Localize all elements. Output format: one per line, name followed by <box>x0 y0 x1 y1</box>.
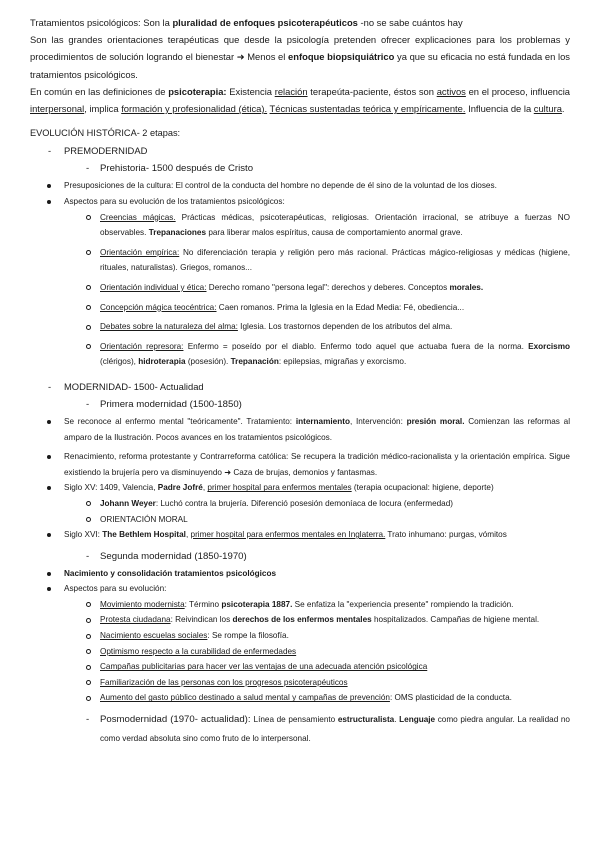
sub-list-item <box>30 659 570 675</box>
text: en el proceso, influencia <box>465 85 570 97</box>
text: ya que su eficacia no está fundada en los tratamientos psicológicos. <box>30 51 570 80</box>
text: (terapia ocupacional: higiene, deporte) <box>351 483 494 493</box>
text: Línea de pensamiento <box>253 715 338 725</box>
sub-list-item <box>30 644 570 660</box>
underlined-text: formación y profesionalidad (ética). <box>121 103 268 115</box>
underlined-text: cultura <box>533 103 562 115</box>
text: Posmodernidad (1970- actualidad): <box>100 714 254 726</box>
bold-text: enfoque biopsiquiátrico <box>288 51 395 63</box>
bold-text: presión moral. <box>406 416 465 426</box>
evolucion-heading: EVOLUCIÓN HISTÓRICA- 2 etapas: <box>30 128 181 139</box>
underlined-text: Nacimiento escuelas sociales <box>100 631 208 641</box>
text: Comienzan las reformas al amparo de la Ilustración. Pocos avances en los tratamientos psicológicos. <box>64 416 571 442</box>
sub-list-item <box>30 597 570 613</box>
underlined-text: Campañas publicitarias para hacer ver las ventajas de una adecuada atención psicológica <box>100 662 428 672</box>
sub-list-item <box>30 675 570 691</box>
underlined-text: primer hospital para enfermos mentales en Inglaterra. <box>190 530 386 540</box>
bold-text: Padre Jofré <box>157 483 203 493</box>
intro-title-line <box>30 14 570 31</box>
sub-list-item <box>30 245 570 276</box>
primera-modernidad-subheading: - Primera modernidad (1500-1850) <box>30 395 570 414</box>
text: , Intervención: <box>349 416 407 426</box>
text: como piedra angular. La realidad no como verdad absoluta sino como fruto de lo interpersonal. <box>100 715 570 744</box>
text: Son las grandes orientaciones terapéuticas que desde la psicología pretenden ofrecer explicaciones para los problemas y procedimientos de solución logrando el bienestar ➜ Menos el <box>30 34 570 63</box>
text: Siglo XVI: <box>64 530 103 540</box>
underlined-text: Orientación individual y ética: <box>100 282 207 292</box>
underlined-text: Concepción mágica teocéntrica: <box>100 302 217 312</box>
text: Se reconoce al enfermo mental "teóricamente". Tratamiento: <box>64 416 296 426</box>
sub-list-item <box>30 339 570 370</box>
bold-text: Johann Weyer <box>100 498 156 508</box>
text: Derecho romano "persona legal": derechos y deberes. Conceptos <box>206 282 450 292</box>
text: Existencia <box>226 85 275 97</box>
text: Enfermo = poseído por el diablo. Enfermo todo aquel que actuaba fuera de la norma. <box>183 341 529 351</box>
sub-list-item <box>30 496 570 512</box>
intro-paragraph <box>30 31 570 83</box>
text: : epilepsias, migrañas y exorcismo. <box>278 357 407 367</box>
posmodernidad-subheading <box>30 710 570 748</box>
sub-list-item <box>30 210 570 241</box>
text: , <box>202 483 208 493</box>
sub-list-item <box>30 628 570 644</box>
bold-text: Trepanaciones <box>148 228 207 238</box>
sub-list-item <box>30 280 570 296</box>
premodernidad-heading: - PREMODERNIDAD <box>30 142 570 159</box>
list-item <box>30 566 570 582</box>
text: : Luchó contra la brujería. Diferenció posesión demoníaca de locura (enfermedad) <box>155 498 454 508</box>
text: Siglo XV: 1409, Valencia, <box>64 483 158 493</box>
underlined-text: Movimiento modernista <box>100 599 185 609</box>
list-item: Presuposiciones de la cultura: El control de la conducta del hombre no depende de él sino de la voluntad de los dioses. <box>30 178 570 194</box>
text: para liberar malos espíritus, causa de comportamiento anormal grave. <box>206 228 463 238</box>
text: (clérigos), <box>100 357 139 367</box>
text: No diferenciación terapia y religión pero más racional. Prácticas mágico-religiosas y médicas (higiene, rituales, naturalistas). Griegos, romanos... <box>100 247 570 273</box>
spacer <box>30 370 570 378</box>
text: : OMS plasticidad de la conducta. <box>389 693 512 703</box>
list-item: Renacimiento, reforma protestante y Contrarreforma católica: Se recupera la tradición médico-racionalista y la orientación empírica. Sigue existiendo la brujería pero va disminuyendo ➜ Caza de brujas, demonios y fantasmas. <box>30 449 570 480</box>
bold-text: pluralidad de enfoques psicoterapéuticos <box>172 17 358 28</box>
list-item: Aspectos para su evolución: <box>30 581 570 597</box>
modernidad-heading: - MODERNIDAD- 1500- Actualidad <box>30 378 570 395</box>
text: Prácticas médicas, psicoterapéuticas, religiosas. Orientación irracional, se atribuye a fuerzas NO observables. <box>100 212 570 238</box>
underlined-text: Familiarización de las personas con los progresos psicoterapéuticos <box>100 677 348 687</box>
sub-list-item <box>30 319 570 335</box>
bold-text: Nacimiento y consolidación tratamientos psicológicos <box>64 568 277 578</box>
psicoterapia-definition <box>30 83 570 117</box>
underlined-text: activos <box>436 85 466 97</box>
text: (posesión). <box>185 357 231 367</box>
text: Caen romanos. Prima la Iglesia en la Edad Media: Fé, obediencia... <box>216 302 465 312</box>
underlined-text: Protesta ciudadana <box>100 615 171 625</box>
prehistoria-subheading: - Prehistoria- 1500 después de Cristo <box>30 159 570 178</box>
text: Trato inhumano: purgas, vómitos <box>385 530 507 540</box>
text: , implica <box>84 103 122 115</box>
bold-text: The Bethlem Hospital <box>102 530 186 540</box>
bold-text: morales. <box>449 282 484 292</box>
bold-text: psicoterapia 1887. <box>221 599 293 609</box>
underlined-text: Optimismo respecto a la curabilidad de enfermedades <box>100 646 297 656</box>
list-item: Aspectos para su evolución de los tratamientos psicológicos: <box>30 194 570 210</box>
sub-list-item <box>30 690 570 706</box>
text: hospitalizados. Campañas de higiene mental. <box>371 615 540 625</box>
text: : Término <box>184 599 222 609</box>
bold-text: Exorcismo <box>528 341 570 351</box>
text: Se enfatiza la "experiencia presente" rompiendo la tradición. <box>292 599 514 609</box>
underlined-text: Creencias mágicas. <box>100 212 176 222</box>
bold-text: Trepanación <box>230 357 279 367</box>
text: : Reivindican los <box>170 615 233 625</box>
list-item <box>30 414 570 445</box>
underlined-text: Orientación empírica: <box>100 247 180 257</box>
list-item <box>30 480 570 496</box>
sub-list-item <box>30 300 570 316</box>
bold-text: Lenguaje <box>399 715 436 725</box>
text: : Se rompe la filosofía. <box>207 631 289 641</box>
text: . <box>394 715 400 725</box>
underlined-text: interpersonal <box>30 103 85 115</box>
underlined-text: Orientación represora: <box>100 341 184 351</box>
segunda-modernidad-subheading: - Segunda modernidad (1850-1970) <box>30 547 570 566</box>
bold-text: derechos de los enfermos mentales <box>232 615 372 625</box>
underlined-text: Aumento del gasto público destinado a salud mental y campañas de prevención <box>100 693 390 703</box>
text: Tratamientos psicológicos: Son la <box>30 17 173 28</box>
list-item <box>30 527 570 543</box>
text: , <box>185 530 191 540</box>
underlined-text: Técnicas sustentadas teórica y empíricamente. <box>269 103 466 115</box>
sub-list-item <box>30 612 570 628</box>
bold-text: estructuralista <box>337 715 395 725</box>
text: . <box>561 103 565 115</box>
text: En común en las definiciones de <box>30 85 169 97</box>
text: Iglesia. Los trastornos dependen de los atributos del alma. <box>237 322 453 332</box>
bold-text: hidroterapia <box>138 357 186 367</box>
underlined-text: Debates sobre la naturaleza del alma: <box>100 322 238 332</box>
text: -no se sabe cuántos hay <box>357 17 463 28</box>
underlined-text: primer hospital para enfermos mentales <box>207 483 352 493</box>
sub-list-item: ORIENTACIÓN MORAL <box>30 512 570 528</box>
bold-text: psicoterapia: <box>168 85 227 97</box>
underlined-text: relación <box>274 85 308 97</box>
bold-text: internamiento <box>295 416 350 426</box>
text: terapeúta-paciente, éstos son <box>307 85 437 97</box>
text: Influencia de la <box>465 103 534 115</box>
